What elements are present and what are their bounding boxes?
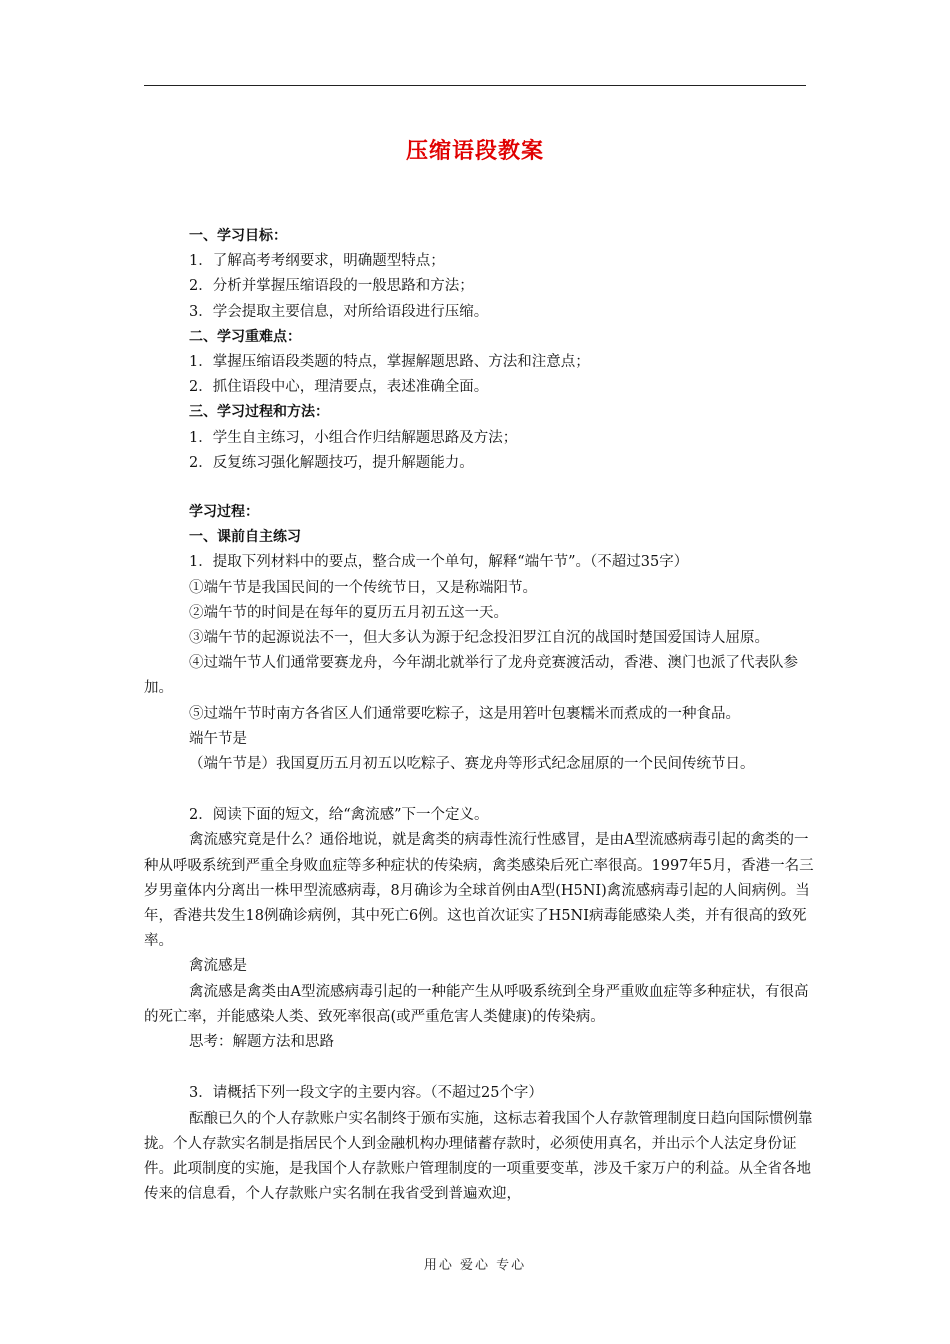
material-item: ④过端午节人们通常要赛龙舟，今年湖北就举行了龙舟竞赛渡活动，香港、澳门也派了代表队参加。 bbox=[144, 655, 798, 697]
objective-item: 3．学会提取主要信息，对所给语段进行压缩。 bbox=[189, 303, 489, 320]
section-heading-keypoints: 二、学习重难点： bbox=[189, 328, 301, 345]
method-item: 2．反复练习强化解题技巧，提升解题能力。 bbox=[189, 454, 474, 471]
page-footer: 用心 爱心 专心 bbox=[423, 1258, 527, 1273]
question-2-think: 思考：解题方法和思路 bbox=[189, 1034, 334, 1051]
objective-item: 2．分析并掌握压缩语段的一般思路和方法； bbox=[189, 278, 474, 295]
method-item: 1．学生自主练习，小组合作归结解题思路及方法； bbox=[189, 429, 518, 446]
page-title: 压缩语段教案 bbox=[405, 139, 544, 164]
question-1-prompt: 1．提取下列材料中的要点，整合成一个单句，解释“端午节”。（不超过35字） bbox=[189, 554, 689, 571]
keypoint-item: 2．抓住语段中心，理清要点，表述准确全面。 bbox=[189, 379, 489, 396]
process-subheading: 一、课前自主练习 bbox=[189, 529, 301, 546]
material-item: ③端午节的起源说法不一，但大多认为源于纪念投汨罗江自沉的战国时楚国爱国诗人屈原。 bbox=[189, 630, 769, 647]
question-3-passage: 酝酿已久的个人存款账户实名制终于颁布实施，这标志着我国个人存款管理制度日趋向国际惯例靠拢。个人存款实名制是指居民个人到金融机构办理储蓄存款时，必须使用真名，并出示个人法定身份证件。此项制度的实施，是我国个人存款账户管理制度的一项重要变革，涉及千家万户的利益。从全省各地传来的信息看，个人存款账户实名制在我省受到普遍欢迎， bbox=[144, 1110, 813, 1203]
objective-item: 1．了解高考考纲要求，明确题型特点； bbox=[189, 253, 445, 270]
question-1-answer: （端午节是）我国夏历五月初五以吃粽子、赛龙舟等形式纪念屈原的一个民间传统节日。 bbox=[189, 756, 755, 773]
question-2-stem: 禽流感是 bbox=[189, 958, 247, 975]
document-body bbox=[144, 224, 818, 1207]
header-rule bbox=[144, 85, 806, 86]
question-3-prompt: 3．请概括下列一段文字的主要内容。（不超过25个字） bbox=[189, 1085, 543, 1102]
process-heading: 学习过程： bbox=[189, 504, 259, 521]
material-item: ②端午节的时间是在每年的夏历五月初五这一天。 bbox=[189, 604, 508, 621]
section-heading-objectives: 一、学习目标： bbox=[189, 228, 287, 244]
question-1-stem: 端午节是 bbox=[189, 730, 247, 747]
question-2-answer: 禽流感是禽类由A型流感病毒引起的一种能产生从呼吸系统到全身严重败血症等多种症状，有很高的死亡率，并能感染人类、致死率很高(或严重危害人类健康)的传染病。 bbox=[144, 983, 809, 1025]
keypoint-item: 1．掌握压缩语段类题的特点，掌握解题思路、方法和注意点； bbox=[189, 354, 590, 371]
question-2-passage: 禽流感究竟是什么？通俗地说，就是禽类的病毒性流行性感冒，是由A型流感病毒引起的禽类的一种从呼吸系统到严重全身败血症等多种症状的传染病，禽类感染后死亡率很高。1997年5月，香港一名三岁男童体内分离出一株甲型流感病毒，8月确诊为全球首例由A型(H5NI)禽流感病毒引起的人间病例。当年，香港共发生18例确诊病例，其中死亡6例。这也首次证实了H5NI病毒能感染人类，并有很高的致死率。 bbox=[144, 832, 814, 950]
material-item: ①端午节是我国民间的一个传统节日，又是称端阳节。 bbox=[189, 579, 537, 596]
question-2-prompt: 2．阅读下面的短文，给“禽流感”下一个定义。 bbox=[189, 807, 489, 824]
material-item: ⑤过端午节时南方各省区人们通常要吃粽子，这是用箬叶包裹糯米而煮成的一种食品。 bbox=[189, 705, 740, 722]
section-heading-methods: 三、学习过程和方法： bbox=[189, 404, 329, 421]
